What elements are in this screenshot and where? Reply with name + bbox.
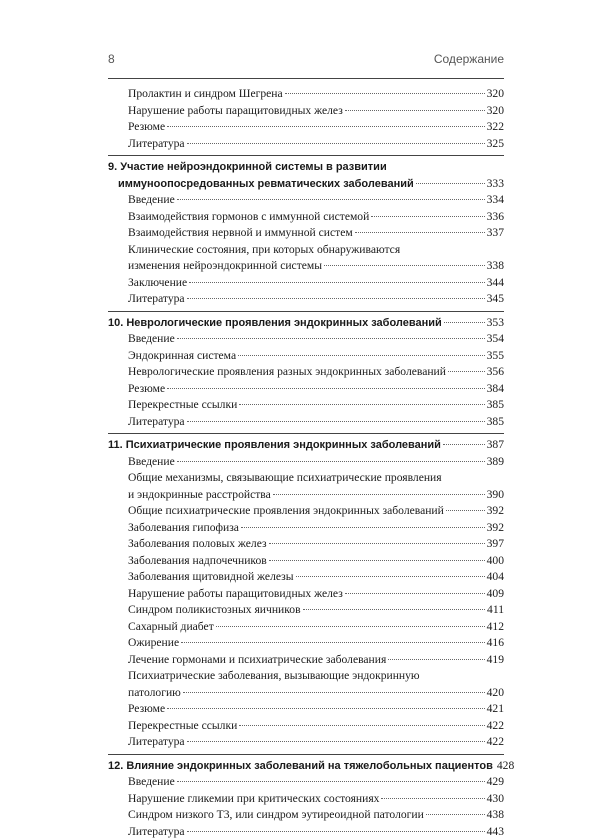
chapter-12-title[interactable]: 12. Влияние эндокринных заболеваний на тяжелобольных пациентов 428	[108, 758, 504, 775]
chapter-11-title[interactable]: 11. Психиатрические проявления эндокринных заболеваний 387	[108, 437, 504, 454]
chapter-9-title[interactable]: иммуноопосредованных ревматических заболеваний 333	[108, 176, 504, 193]
toc-entry[interactable]: Введение 354	[108, 331, 504, 348]
chapter-divider	[108, 155, 504, 156]
toc-entry[interactable]: Нарушение гликемии при критических состояниях 430	[108, 791, 504, 808]
toc-entry[interactable]: Резюме 421	[108, 701, 504, 718]
toc-entry[interactable]: Пролактин и синдром Шегрена 320	[108, 86, 504, 103]
toc-entry[interactable]: Заболевания половых желез 397	[108, 536, 504, 553]
toc-entry[interactable]: Введение 389	[108, 454, 504, 471]
toc-entry[interactable]: Резюме 384	[108, 381, 504, 398]
toc-entry[interactable]: Взаимодействия гормонов с иммунной системой 336	[108, 209, 504, 226]
toc-entry[interactable]: Ожирение 416	[108, 635, 504, 652]
header-rule	[108, 78, 504, 79]
toc-entry[interactable]: Введение 429	[108, 774, 504, 791]
toc-entry[interactable]: Резюме 322	[108, 119, 504, 136]
toc-entry-line1[interactable]: Клинические состояния, при которых обнаруживаются	[108, 242, 504, 259]
toc-entry-line1[interactable]: Психиатрические заболевания, вызывающие эндокринную	[108, 668, 504, 685]
running-header	[108, 52, 504, 72]
toc-entry[interactable]: Литература 325	[108, 136, 504, 153]
toc-entry[interactable]: и эндокринные расстройства 390	[108, 487, 504, 504]
toc-entry[interactable]: Взаимодействия нервной и иммунной систем 337	[108, 225, 504, 242]
toc-entry[interactable]: Заболевания надпочечников 400	[108, 553, 504, 570]
toc-entry[interactable]: Лечение гормонами и психиатрические заболевания 419	[108, 652, 504, 669]
toc-entry[interactable]: Общие психиатрические проявления эндокринных заболеваний 392	[108, 503, 504, 520]
toc-entry[interactable]: Эндокринная система 355	[108, 348, 504, 365]
chapter-10-title[interactable]: 10. Неврологические проявления эндокринных заболеваний 353	[108, 315, 504, 332]
chapter-divider	[108, 311, 504, 312]
toc-entry[interactable]: Литература 443	[108, 824, 504, 840]
toc-entry[interactable]: Заболевания гипофиза 392	[108, 520, 504, 537]
toc-entry[interactable]: Заболевания щитовидной железы 404	[108, 569, 504, 586]
page-number: 8	[108, 52, 115, 66]
chapter-divider	[108, 433, 504, 434]
toc-entry[interactable]: Нарушение работы паращитовидных желез 409	[108, 586, 504, 603]
toc-entry[interactable]: Литература 422	[108, 734, 504, 751]
toc-entry[interactable]: изменения нейроэндокринной системы 338	[108, 258, 504, 275]
toc-entry[interactable]: Сахарный диабет 412	[108, 619, 504, 636]
toc-entry-line1[interactable]: Общие механизмы, связывающие психиатрические проявления	[108, 470, 504, 487]
toc-entry[interactable]: Литература 385	[108, 414, 504, 431]
table-of-contents	[108, 86, 504, 840]
toc-entry[interactable]: Синдром поликистозных яичников 411	[108, 602, 504, 619]
toc-entry[interactable]: Синдром низкого Т3, или синдром эутиреоидной патологии 438	[108, 807, 504, 824]
toc-entry[interactable]: Заключение 344	[108, 275, 504, 292]
toc-entry[interactable]: Нарушение работы паращитовидных желез 320	[108, 103, 504, 120]
toc-entry[interactable]: Перекрестные ссылки 422	[108, 718, 504, 735]
toc-entry[interactable]: патологию 420	[108, 685, 504, 702]
toc-entry[interactable]: Перекрестные ссылки 385	[108, 397, 504, 414]
chapter-9-title-line1[interactable]: 9. Участие нейроэндокринной системы в развитии	[108, 159, 504, 176]
toc-entry[interactable]: Введение 334	[108, 192, 504, 209]
toc-entry[interactable]: Неврологические проявления разных эндокринных заболеваний 356	[108, 364, 504, 381]
toc-entry[interactable]: Литература 345	[108, 291, 504, 308]
chapter-divider	[108, 754, 504, 755]
section-title: Содержание	[434, 52, 504, 66]
